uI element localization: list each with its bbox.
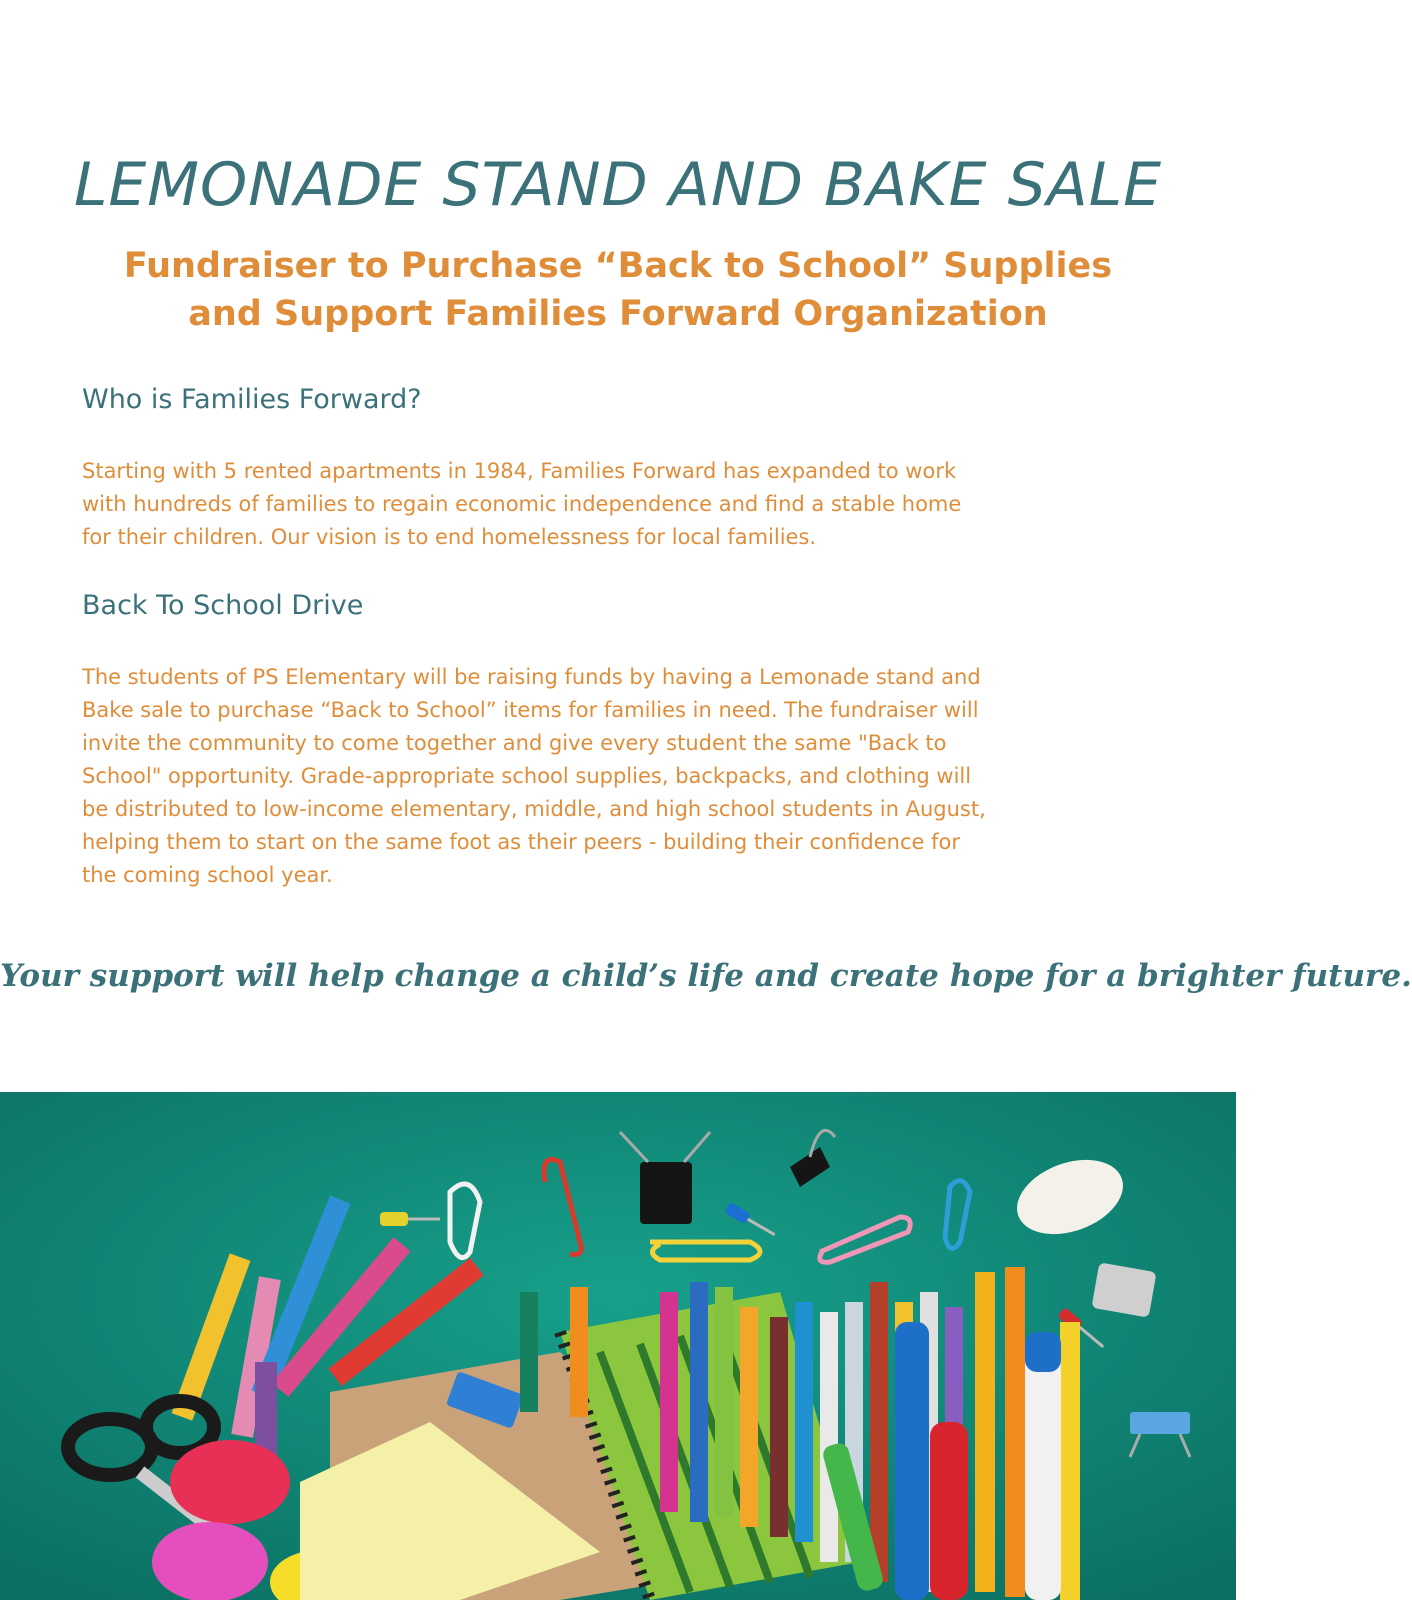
paragraph-line: with hundreds of families to regain economic independence and find a stable home <box>82 492 962 516</box>
flyer-title: LEMONADE STAND AND BAKE SALE <box>73 150 1163 220</box>
paragraph-line: the coming school year. <box>82 863 333 887</box>
section-heading-who: Who is Families Forward? <box>82 384 422 415</box>
flyer-subtitle <box>0 242 1236 338</box>
paragraph-line: Bake sale to purchase “Back to School” items for families in need. The fundraiser will <box>82 698 979 722</box>
subtitle-line-2: and Support Families Forward Organization <box>188 294 1048 334</box>
marker-red <box>930 1422 968 1600</box>
marker-blue <box>895 1322 929 1600</box>
paragraph-line: helping them to start on the same foot as their peers - building their confidence for <box>82 830 960 854</box>
paragraph-line: Starting with 5 rented apartments in 1984, Families Forward has expanded to work <box>82 459 957 483</box>
paint-pot-red <box>170 1440 290 1524</box>
paragraph-line: The students of PS Elementary will be raising funds by having a Lemonade stand and <box>82 665 981 689</box>
paragraph-line: be distributed to low-income elementary, middle, and high school students in August, <box>82 797 986 821</box>
paragraph-line: for their children. Our vision is to end homelessness for local families. <box>82 525 817 549</box>
school-supplies-photo <box>0 1092 1236 1600</box>
subtitle-line-1: Fundraiser to Purchase “Back to School” Supplies <box>123 246 1113 286</box>
paint-pot-pink <box>152 1522 268 1600</box>
paragraph-line: invite the community to come together and give every student the same "Back to <box>82 731 947 755</box>
marker-cap-blue <box>1025 1332 1061 1372</box>
section-paragraph-who <box>82 455 1172 554</box>
tagline: Your support will help change a child’s life and create hope for a brighter future. <box>0 958 1412 994</box>
paragraph-line: School" opportunity. Grade-appropriate school supplies, backpacks, and clothing will <box>82 764 972 788</box>
section-paragraph-drive <box>82 661 1172 892</box>
section-heading-drive: Back To School Drive <box>82 590 364 621</box>
marker-white <box>1025 1342 1061 1600</box>
